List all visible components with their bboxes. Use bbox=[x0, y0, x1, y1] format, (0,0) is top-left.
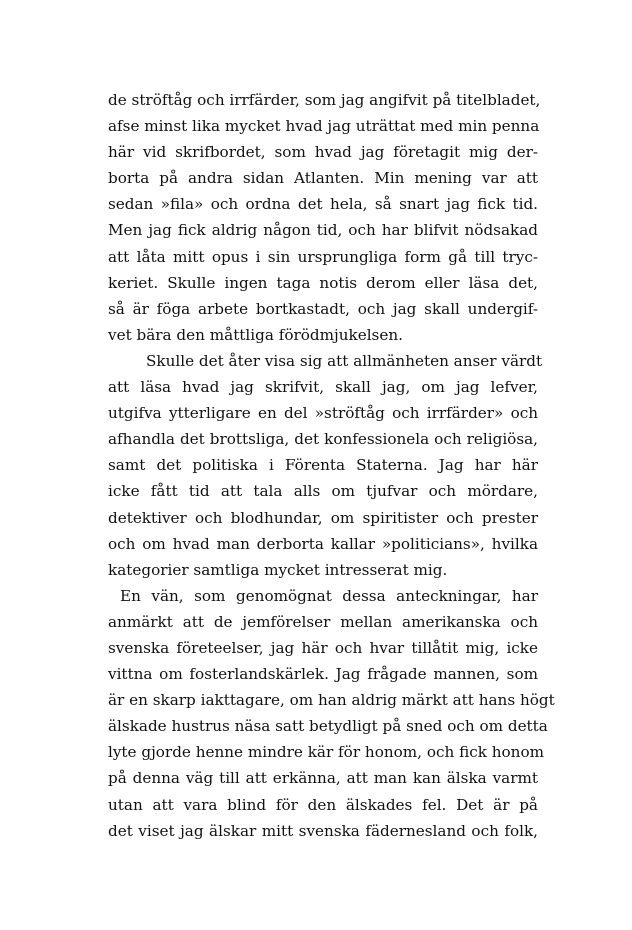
text-line: älskade hustrus näsa satt betydligt på sned och om detta bbox=[108, 717, 548, 736]
paragraph-2 bbox=[108, 348, 543, 583]
text-line: utgifva ytterligare en del »ströftåg och irrfärder» och bbox=[108, 404, 538, 423]
text-line: Men jag fick aldrig någon tid, och har blifvit nödsakad bbox=[108, 221, 538, 240]
text-line: icke fått tid att tala alls om tjufvar och mördare, bbox=[108, 482, 538, 501]
text-line: svenska företeelser, jag här och hvar tillåtit mig, icke bbox=[108, 638, 538, 657]
text-line: keriet. Skulle ingen taga notis derom eller läsa det, bbox=[108, 273, 538, 292]
text-line: och om hvad man derborta kallar »politicians», hvilka bbox=[108, 534, 538, 553]
body-text bbox=[108, 87, 555, 844]
paragraph-1 bbox=[108, 87, 541, 348]
text-line: detektiver och blodhundar, om spiritister och prester bbox=[108, 508, 538, 527]
text-line: afse minst lika mycket hvad jag uträttat med min penna bbox=[108, 117, 540, 136]
text-line: det viset jag älskar mitt svenska fädernesland och folk, bbox=[108, 821, 538, 840]
text-line: lyte gjorde henne mindre kär för honom, och fick honom bbox=[108, 743, 544, 762]
paragraph-3 bbox=[108, 583, 555, 844]
text-line: vittna om fosterlandskärlek. Jag frågade mannen, som bbox=[108, 665, 538, 684]
text-line: att låta mitt opus i sin ursprungliga form gå till tryc- bbox=[108, 247, 538, 266]
text-line: anmärkt att de jemförelser mellan amerikanska och bbox=[108, 612, 538, 631]
text-line: är en skarp iakttagare, om han aldrig märkt att hans högt bbox=[108, 691, 555, 710]
text-line: vet bära den måttliga förödmjukelsen. bbox=[108, 325, 403, 344]
text-line: de ströftåg och irrfärder, som jag angifvit på titelbladet, bbox=[108, 91, 541, 109]
text-line: En vän, som genomögnat dessa anteckningar, har bbox=[120, 586, 538, 605]
text-line: borta på andra sidan Atlanten. Min mening var att bbox=[108, 169, 538, 188]
text-line: att läsa hvad jag skrifvit, skall jag, om jag lefver, bbox=[108, 378, 538, 397]
text-line: utan att vara blind för den älskades fel. Det är på bbox=[108, 795, 538, 814]
text-line: afhandla det brottsliga, det konfessionela och religiösa, bbox=[108, 430, 538, 449]
text-line: samt det politiska i Förenta Staterna. Jag har här bbox=[108, 456, 538, 475]
text-line: kategorier samtliga mycket intresserat mig. bbox=[108, 560, 448, 579]
text-line: sedan »fila» och ordna det hela, så snart jag fick tid. bbox=[108, 195, 538, 214]
text-line: på denna väg till att erkänna, att man kan älska varmt bbox=[108, 769, 538, 788]
text-line: här vid skrifbordet, som hvad jag företagit mig der- bbox=[108, 143, 538, 162]
text-line: Skulle det åter visa sig att allmänheten anser värdt bbox=[146, 351, 543, 370]
text-line: så är föga arbete bortkastadt, och jag skall undergif- bbox=[108, 299, 538, 318]
